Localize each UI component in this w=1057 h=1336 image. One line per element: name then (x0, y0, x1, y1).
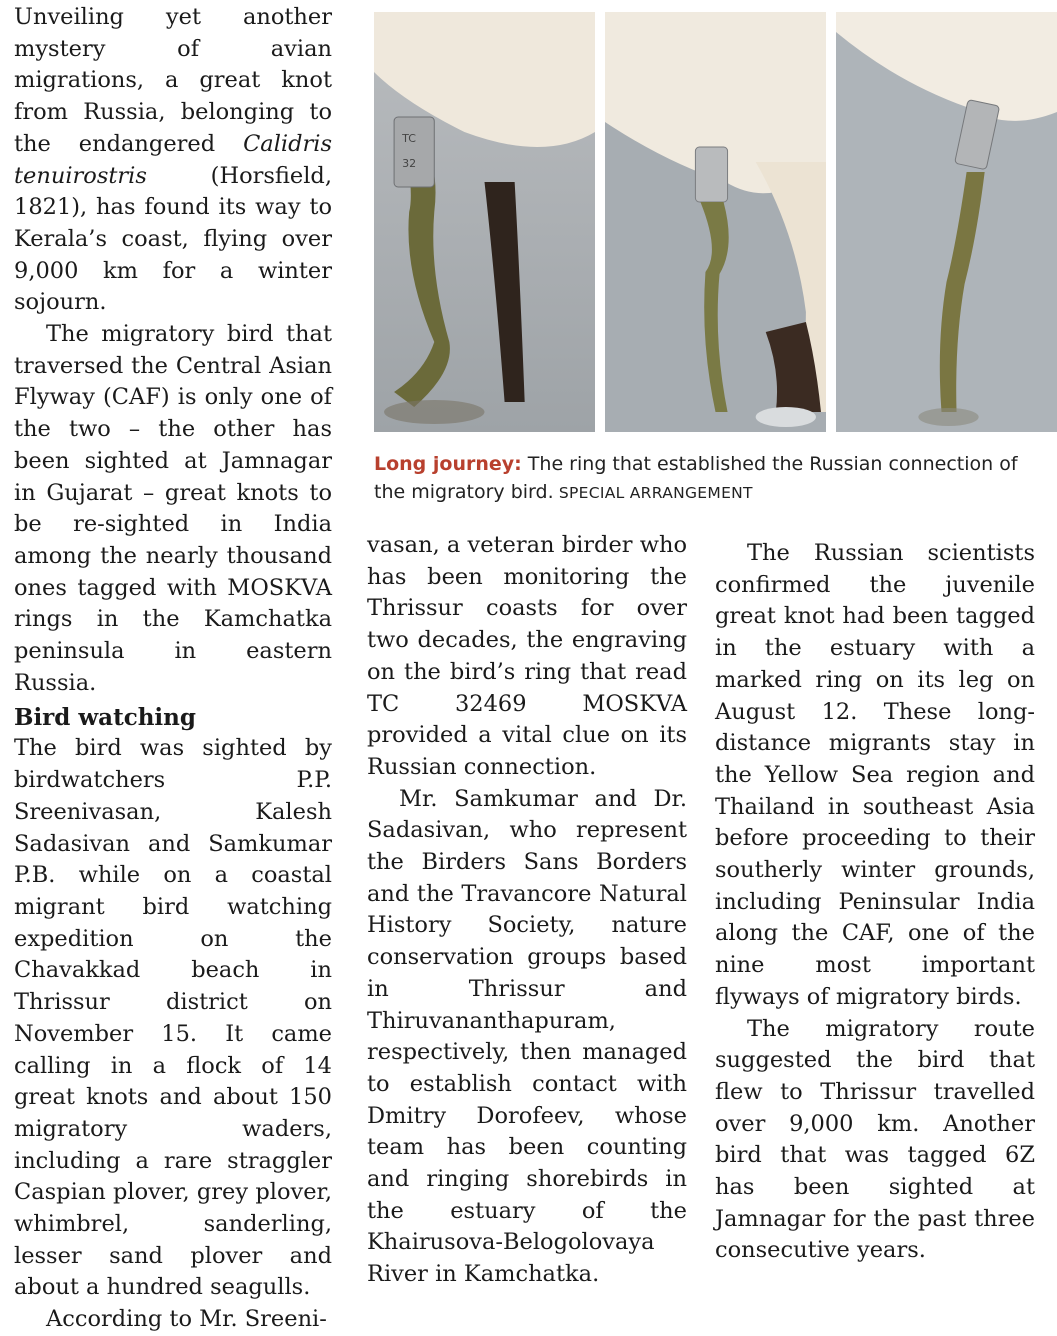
photo-ring-left (374, 12, 595, 432)
paragraph-intro (14, 2, 332, 319)
caption-text: The ring that established the Russian connection of the migratory bird. (374, 453, 1018, 503)
intro-text-a: Unveiling yet another mystery of avian migrations, a great knot from Russia, belonging to the endangered (14, 4, 332, 157)
subhead-bird-watching: Bird watching (14, 704, 196, 732)
article-column-3 (715, 538, 1035, 1267)
ring-engraving-num: 32 (402, 157, 417, 170)
bird-leg-photo-2 (605, 12, 826, 432)
paragraph-according: According to Mr. Sreeni- (46, 1306, 327, 1333)
paragraph-contact: Mr. Samkumar and Dr. Sadasivan, who represent the Birders Sans Borders and the Travancore Natural History Society, nature conservation groups based in Thrissur and Thiruvananthapuram, respectively, then managed to establish contact with Dmitry Dorofeev, whose team has been counting and ringing shorebirds in the estuary of the Khairusova-Belogolovaya River in Kamchatka. (367, 785, 687, 1288)
photo-ring-middle (605, 12, 826, 432)
photo-ring-right (836, 12, 1057, 432)
paragraph-confirmation: The Russian scientists confirmed the juvenile great knot had been tagged in the estuary with a marked ring on its leg on August 12. These long-distance migrants stay in the Yellow Sea region and Thailand in southeast Asia before proceeding to their southerly winter grounds, including Peninsular India along the CAF, one of the nine most important flyways of migratory birds. (715, 540, 1035, 1010)
paragraph-route: The migratory route suggested the bird that flew to Thrissur travelled over 9,000 km. Another bird that was tagged 6Z has been sighted at Jamnagar for the past three consecutive years. (715, 1015, 1035, 1264)
photo-strip (374, 12, 1057, 432)
paragraph-flyway: The migratory bird that traversed the Central Asian Flyway (CAF) is only one of the two – the other has been sighted at Jamnagar in Gujarat – great knots to be re-sighted in India among the nearly thousand ones tagged with MOSKVA rings in the Kamchatka peninsula in eastern Russia. (14, 321, 332, 696)
bird-leg-photo-3 (836, 12, 1057, 432)
paragraph-sighting: The bird was sighted by birdwatchers P.P. Sreenivasan, Kalesh Sadasivan and Samkumar P.B. while on a coastal migrant bird watching expedition on the Chavakkad beach in Thrissur district on November 15. It came calling in a flock of 14 great knots and about 150 migratory waders, including a rare straggler Caspian plover, grey plover, whimbrel, sanderling, lesser sand plover and about a hundred seagulls. (14, 735, 332, 1301)
ring-engraving-tc: TC (402, 132, 416, 145)
caption-lead: Long journey: (374, 453, 522, 475)
bird-leg-photo-1 (374, 12, 595, 432)
article-column-2 (367, 530, 687, 1291)
article-column-1 (14, 2, 332, 1336)
intro-text-b: (Horsfield, 1821), has found its way to Kerala’s coast, flying over 9,000 km for a winter sojourn. (14, 162, 332, 316)
species-name: Calidris tenuirostris (14, 130, 332, 189)
photo-caption (374, 450, 1054, 507)
caption-credit: SPECIAL ARRANGEMENT (553, 484, 753, 502)
paragraph-ring-clue: vasan, a veteran birder who has been monitoring the Thrissur coasts for over two decades, the engraving on the bird’s ring that read TC 32469 MOSKVA provided a vital clue on its Russian connection. (367, 532, 687, 780)
